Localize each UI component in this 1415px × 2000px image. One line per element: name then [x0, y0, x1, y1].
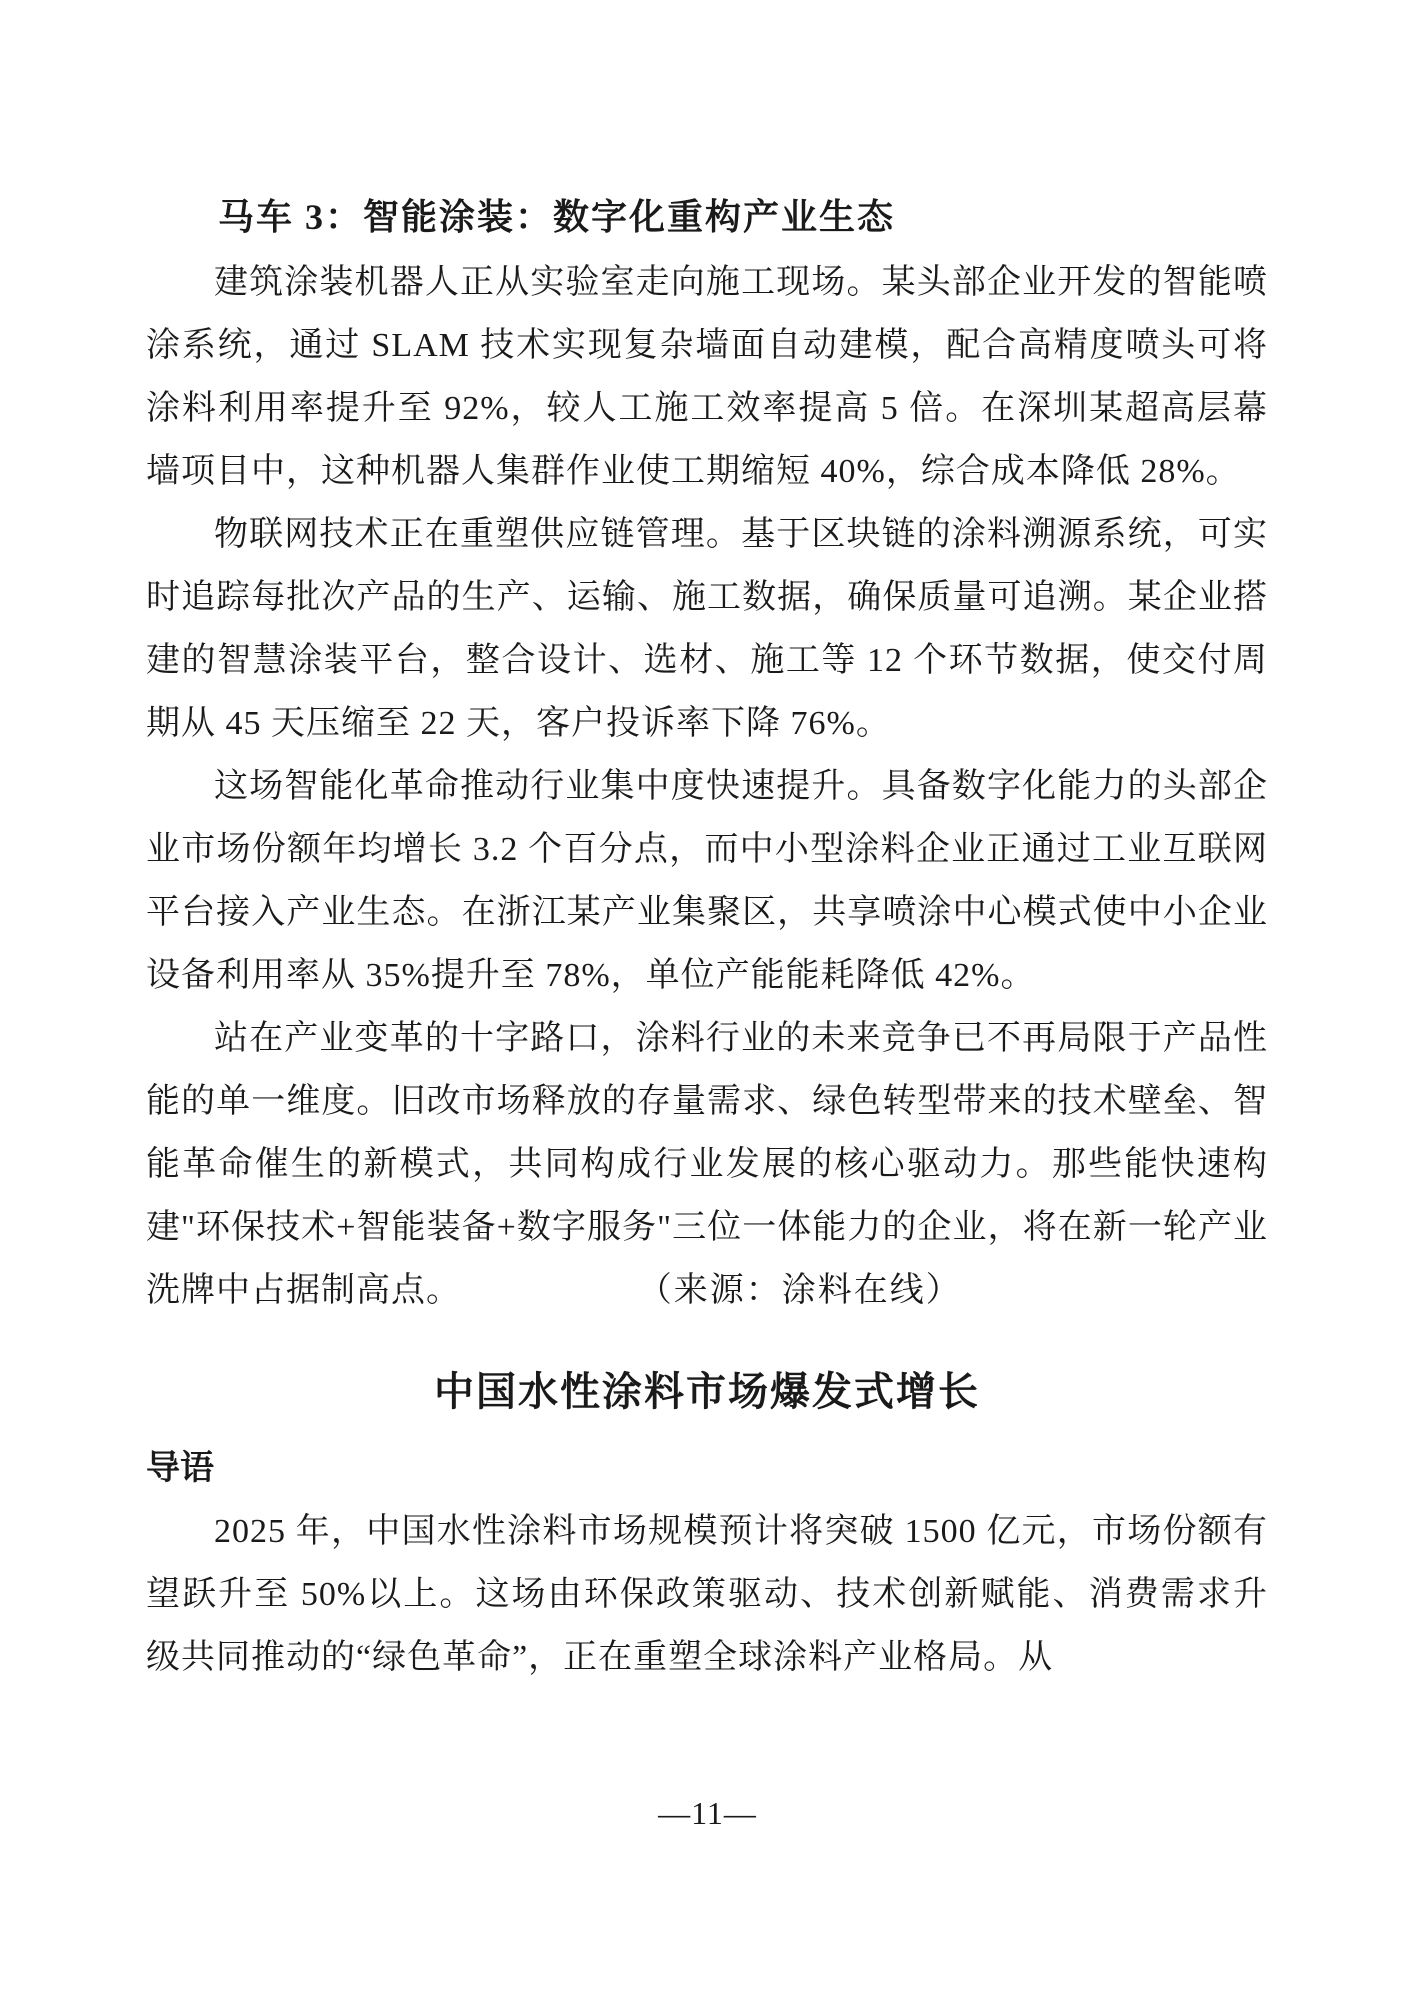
paragraph-conclusion [146, 1007, 1268, 1322]
page-content [146, 186, 1268, 1689]
paragraph-lead: 2025 年，中国水性涂料市场规模预计将突破 1500 亿元，市场份额有望跃升至 50%以上。这场由环保政策驱动、技术创新赋能、消费需求升级共同推动的“绿色革命”，正在重塑全球涂料产业格局。从 [146, 1513, 1268, 1676]
paragraph-industry-concentration: 这场智能化革命推动行业集中度快速提升。具备数字化能力的头部企业市场份额年均增长 3.2 个百分点，而中小型涂料企业正通过工业互联网平台接入产业生态。在浙江某产业集聚区，共享喷涂中心模式使中小企业设备利用率从 35%提升至 78%，单位产能能耗降低 42%。 [146, 768, 1268, 994]
paragraph-robotics: 建筑涂装机器人正从实验室走向施工现场。某头部企业开发的智能喷涂系统，通过 SLAM 技术实现复杂墙面自动建模，配合高精度喷头可将涂料利用率提升至 92%，较人工施工效率提高 5 倍。在深圳某超高层幕墙项目中，这种机器人集群作业使工期缩短 40%，综合成本降低 28%。 [146, 264, 1268, 490]
source-attribution: （来源：涂料在线） [637, 1272, 962, 1309]
paragraph-iot-supply-chain: 物联网技术正在重塑供应链管理。基于区块链的涂料溯源系统，可实时追踪每批次产品的生产、运输、施工数据，确保质量可追溯。某企业搭建的智慧涂装平台，整合设计、选材、施工等 12 个环节数据，使交付周期从 45 天压缩至 22 天，客户投诉率下降 76%。 [146, 516, 1268, 742]
paragraph-conclusion-text: 站在产业变革的十字路口，涂料行业的未来竞争已不再局限于产品性能的单一维度。旧改市场释放的存量需求、绿色转型带来的技术壁垒、智能革命催生的新模式，共同构成行业发展的核心驱动力。那些能快速构建"环保技术+智能装备+数字服务"三位一体能力的企业，将在新一轮产业洗牌中占据制高点。 [146, 1020, 1268, 1309]
article-3-heading: 马车 3：智能涂装：数字化重构产业生态 [218, 197, 896, 237]
section-title-waterborne: 中国水性涂料市场爆发式增长 [434, 1370, 980, 1414]
lead-label: 导语 [146, 1449, 214, 1487]
page-number: —11— [658, 1795, 757, 1831]
